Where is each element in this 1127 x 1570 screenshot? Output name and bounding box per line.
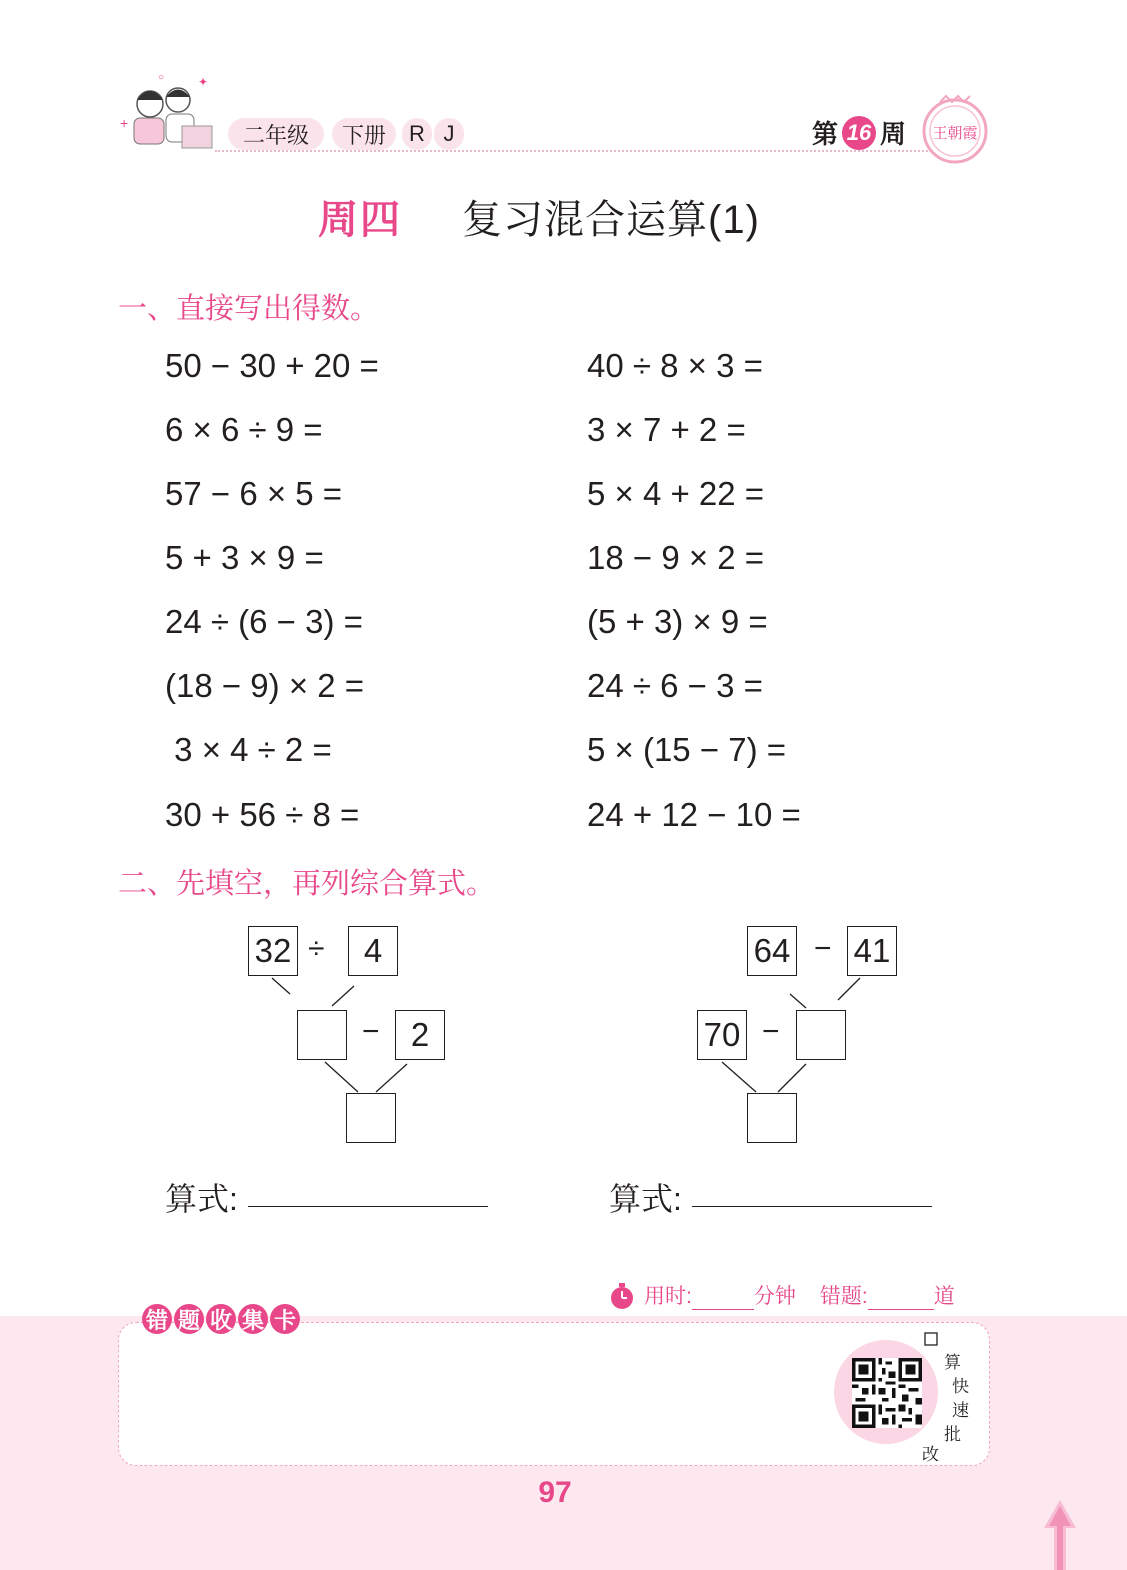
expr-right-1: 40 ÷ 8 × 3 =: [587, 347, 763, 384]
term-label: 下册: [341, 122, 386, 148]
error-card-title: [142, 1304, 300, 1334]
svg-text:+: +: [120, 115, 129, 131]
title-day: 周四: [318, 198, 402, 242]
time-minutes-blank[interactable]: [692, 1287, 754, 1310]
checkbox-icon: [924, 1332, 938, 1346]
card-title-char-3: 收: [206, 1304, 236, 1334]
week-number-badge: 16: [842, 116, 876, 150]
tree1-top-left-box: 32: [248, 926, 298, 976]
expr-left-5: 24 ÷ (6 − 3) =: [165, 603, 363, 640]
tree1-mid-left-blank[interactable]: [297, 1010, 347, 1060]
expr-right-3: 5 × 4 + 22 =: [587, 475, 765, 512]
tree1-top-right-box: 4: [348, 926, 398, 976]
qr-side-char-4: 批: [944, 1425, 961, 1444]
card-title-char-2: 题: [174, 1304, 204, 1334]
grade-label: 二年级: [242, 122, 309, 148]
svg-text:○: ○: [158, 72, 165, 83]
stopwatch-icon: [608, 1282, 636, 1310]
qr-side-char-5: 改: [922, 1445, 939, 1464]
tree1-top-operator: ÷: [308, 932, 325, 965]
tree2-formula-label: 算式:: [609, 1181, 682, 1217]
time-used-label: 用时:: [644, 1285, 692, 1308]
expr-right-6: 24 ÷ 6 − 3 =: [587, 667, 763, 704]
tree1-mid-operator: −: [362, 1015, 380, 1048]
card-title-char-5: 卡: [270, 1304, 300, 1334]
section1-heading: 一、直接写出得数。: [118, 293, 380, 325]
expr-left-8: 30 + 56 ÷ 8 =: [165, 796, 360, 833]
qr-code-icon[interactable]: [852, 1358, 922, 1428]
qr-side-char-1: 算: [944, 1353, 961, 1372]
tree1-mid-right-box: 2: [395, 1010, 445, 1060]
expr-left-7: 3 × 4 ÷ 2 =: [165, 731, 332, 768]
tree2-formula-answer-line[interactable]: [692, 1206, 932, 1207]
count-label: 道: [933, 1285, 955, 1308]
tree1-result-blank[interactable]: [346, 1093, 396, 1143]
expr-left-2: 6 × 6 ÷ 9 =: [165, 411, 323, 448]
card-title-char-4: 集: [238, 1304, 268, 1334]
expr-right-8: 24 + 12 − 10 =: [587, 796, 801, 833]
tree2-result-blank[interactable]: [747, 1093, 797, 1143]
tree2-mid-right-blank[interactable]: [796, 1010, 846, 1060]
expr-left-1: 50 − 30 + 20 =: [165, 347, 379, 384]
edition-letter-j: J: [443, 121, 455, 146]
section2-heading: 二、先填空，再列综合算式。: [118, 868, 496, 900]
tree2-top-right-box: 41: [847, 926, 897, 976]
tree2-mid-operator: −: [762, 1015, 780, 1048]
errors-label: 错题:: [819, 1285, 868, 1308]
seal-text: 王朝霞: [932, 124, 978, 142]
expr-left-3: 57 − 6 × 5 =: [165, 475, 343, 512]
expr-left-4: 5 + 3 × 9 =: [165, 539, 324, 576]
qr-side-char-3: 速: [952, 1401, 969, 1420]
tree1-formula-label: 算式:: [165, 1181, 238, 1217]
svg-text:✦: ✦: [198, 75, 209, 89]
tree1-formula-answer-line[interactable]: [248, 1206, 488, 1207]
tree2-mid-left-box: 70: [697, 1010, 747, 1060]
corner-arrow-icon: [1040, 1498, 1080, 1570]
page-title: 复习混合运算(1): [462, 198, 760, 242]
timer-row: [608, 1280, 955, 1310]
week-suffix: 周: [880, 119, 907, 149]
error-count-blank[interactable]: [868, 1287, 934, 1310]
expr-right-5: (5 + 3) × 9 =: [587, 603, 768, 640]
expr-right-7: 5 × (15 − 7) =: [587, 731, 787, 768]
page-number: 97: [538, 1476, 572, 1509]
minutes-label: 分钟: [753, 1285, 796, 1308]
expr-left-6: (18 − 9) × 2 =: [165, 667, 365, 704]
expr-right-4: 18 − 9 × 2 =: [587, 539, 765, 576]
edition-letter-r: R: [409, 121, 425, 146]
qr-side-char-2: 快: [952, 1377, 969, 1396]
expr-right-2: 3 × 7 + 2 =: [587, 411, 746, 448]
card-title-char-1: 错: [142, 1304, 172, 1334]
week-prefix: 第: [812, 119, 839, 149]
tree2-top-left-box: 64: [747, 926, 797, 976]
tree2-top-operator: −: [814, 932, 832, 965]
